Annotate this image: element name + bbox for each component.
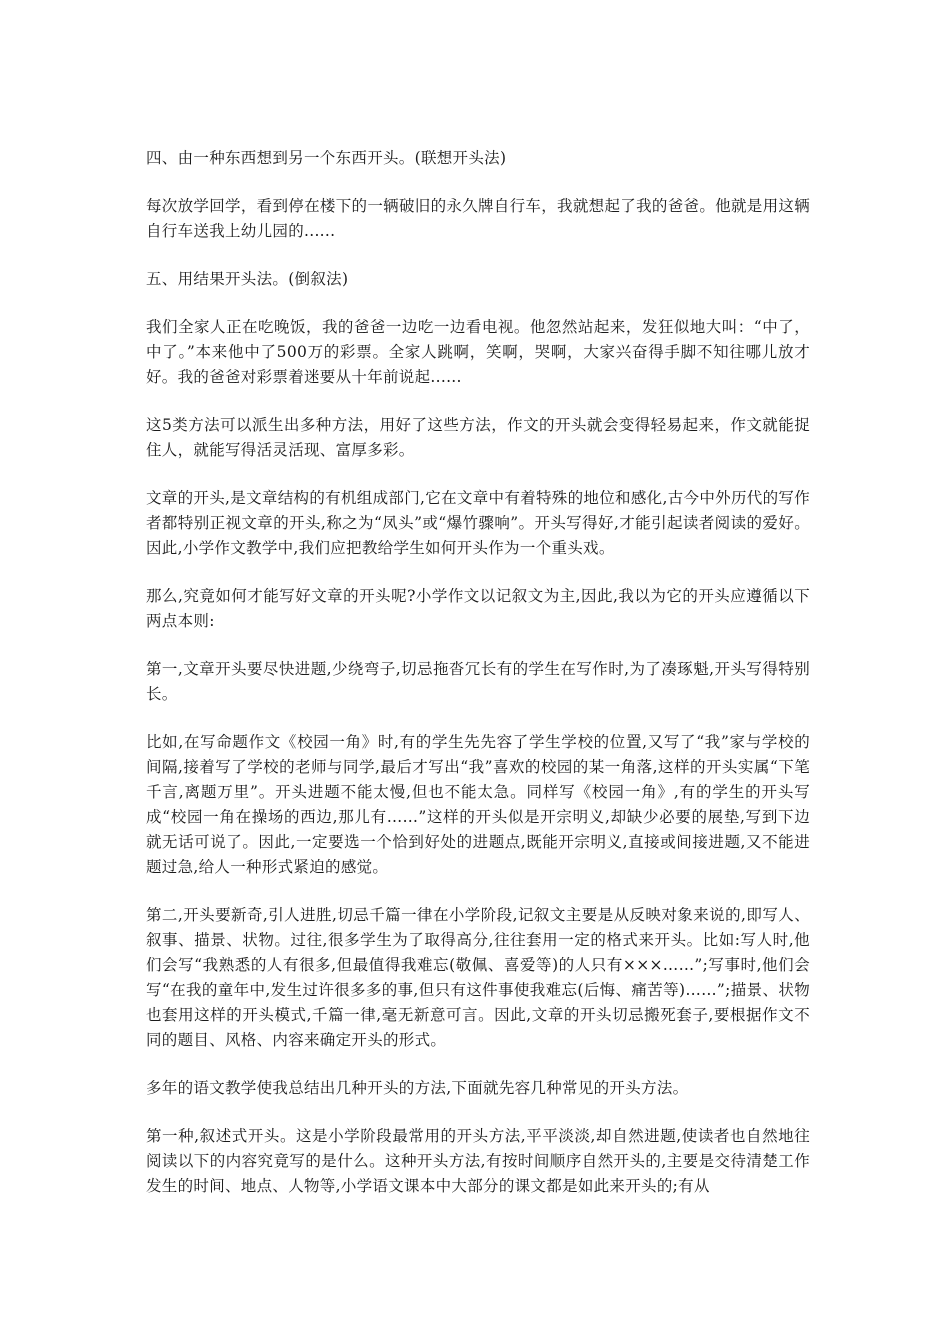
paragraph-how-to-write: 那么,究竟如何才能写好文章的开头呢?小学作文以记叙文为主,因此,我以为它的开头应遵循以下两点本则: [146,587,810,630]
document-body [146,146,810,1222]
paragraph-lottery-example: 我们全家人正在吃晚饭，我的爸爸一边吃一边看电视。他忽然站起来，发狂似地大叫：“中了，中了。”本来他中了500万的彩票。全家人跳啊，笑啊，哭啊，大家兴奋得手脚不知往哪儿放才好。我的爸爸对彩票着迷要从十年前说起...... [146,318,810,386]
paragraph-narrative-opening: 第一种,叙述式开头。这是小学阶段最常用的开头方法,平平淡淡,却自然进题,使读者也自然地往阅读以下的内容究竟写的是什么。这种开头方法,有按时间顺序自然开头的,主要是交待清楚工作发生的时间、地点、人物等,小学语文课本中大部分的课文都是如此来开头的;有从 [146,1127,810,1195]
paragraph-campus-example: 比如,在写命题作文《校园一角》时,有的学生先先容了学生学校的位置,又写了“我”家与学校的间隔,接着写了学校的老师与同学,最后才写出“我”喜欢的校园的某一角落,这样的开头实属“下笔千言,离题万里”。开头进题不能太慢,但也不能太急。同样写《校园一角》,有的学生的开头写成“校园一角在操场的西边,那儿有……”这样的开头似是开宗明义,却缺少必要的展垫,写到下边就无话可说了。因此,一定要选一个恰到好处的进题点,既能开宗明义,直接或间接进题,又不能进题过急,给人一种形式紧迫的感觉。 [146,733,810,876]
section-heading-result: 五、用结果开头法。(倒叙法) [146,270,349,288]
paragraph-importance-of-opening: 文章的开头,是文章结构的有机组成部门,它在文章中有着特殊的地位和感化,古今中外历代的写作者都特别正视文章的开头,称之为“凤头”或“爆竹骤响”。开头写得好,才能引起读者阅读的爱好。因此,小学作文教学中,我们应把教给学生如何开头作为一个重头戏。 [146,489,810,557]
paragraph-rule-two: 第二,开头要新奇,引人进胜,切忌千篇一律在小学阶段,记叙文主要是从反映对象来说的,即写人、叙事、描景、状物。过往,很多学生为了取得高分,往往套用一定的格式来开头。比如:写人时,他们会写“我熟悉的人有很多,但最值得我难忘(敬佩、喜爱等)的人只有×××……”;写事时,他们会写“在我的童年中,发生过许很多多的事,但只有这件事使我难忘(后悔、痛苦等)……”;描景、状物也套用这样的开头模式,千篇一律,毫无新意可言。因此,文章的开头切忌搬死套子,要根据作文不同的题目、风格、内容来确定开头的形式。 [146,906,810,1049]
paragraph-rule-one: 第一,文章开头要尽快进题,少绕弯子,切忌拖沓冗长有的学生在写作时,为了凑琢魁,开头写得特别长。 [146,660,810,703]
paragraph-bicycle-example: 每次放学回学，看到停在楼下的一辆破旧的永久牌自行车，我就想起了我的爸爸。他就是用这辆自行车送我上幼儿园的...... [146,197,810,240]
paragraph-five-methods: 这5类方法可以派生出多种方法，用好了这些方法，作文的开头就会变得轻易起来，作文就能捉住人，就能写得活灵活现、富厚多彩。 [146,416,810,459]
paragraph-methods-intro: 多年的语文教学使我总结出几种开头的方法,下面就先容几种常见的开头方法。 [146,1079,689,1097]
section-heading-association: 四、由一种东西想到另一个东西开头。(联想开头法) [146,149,507,167]
